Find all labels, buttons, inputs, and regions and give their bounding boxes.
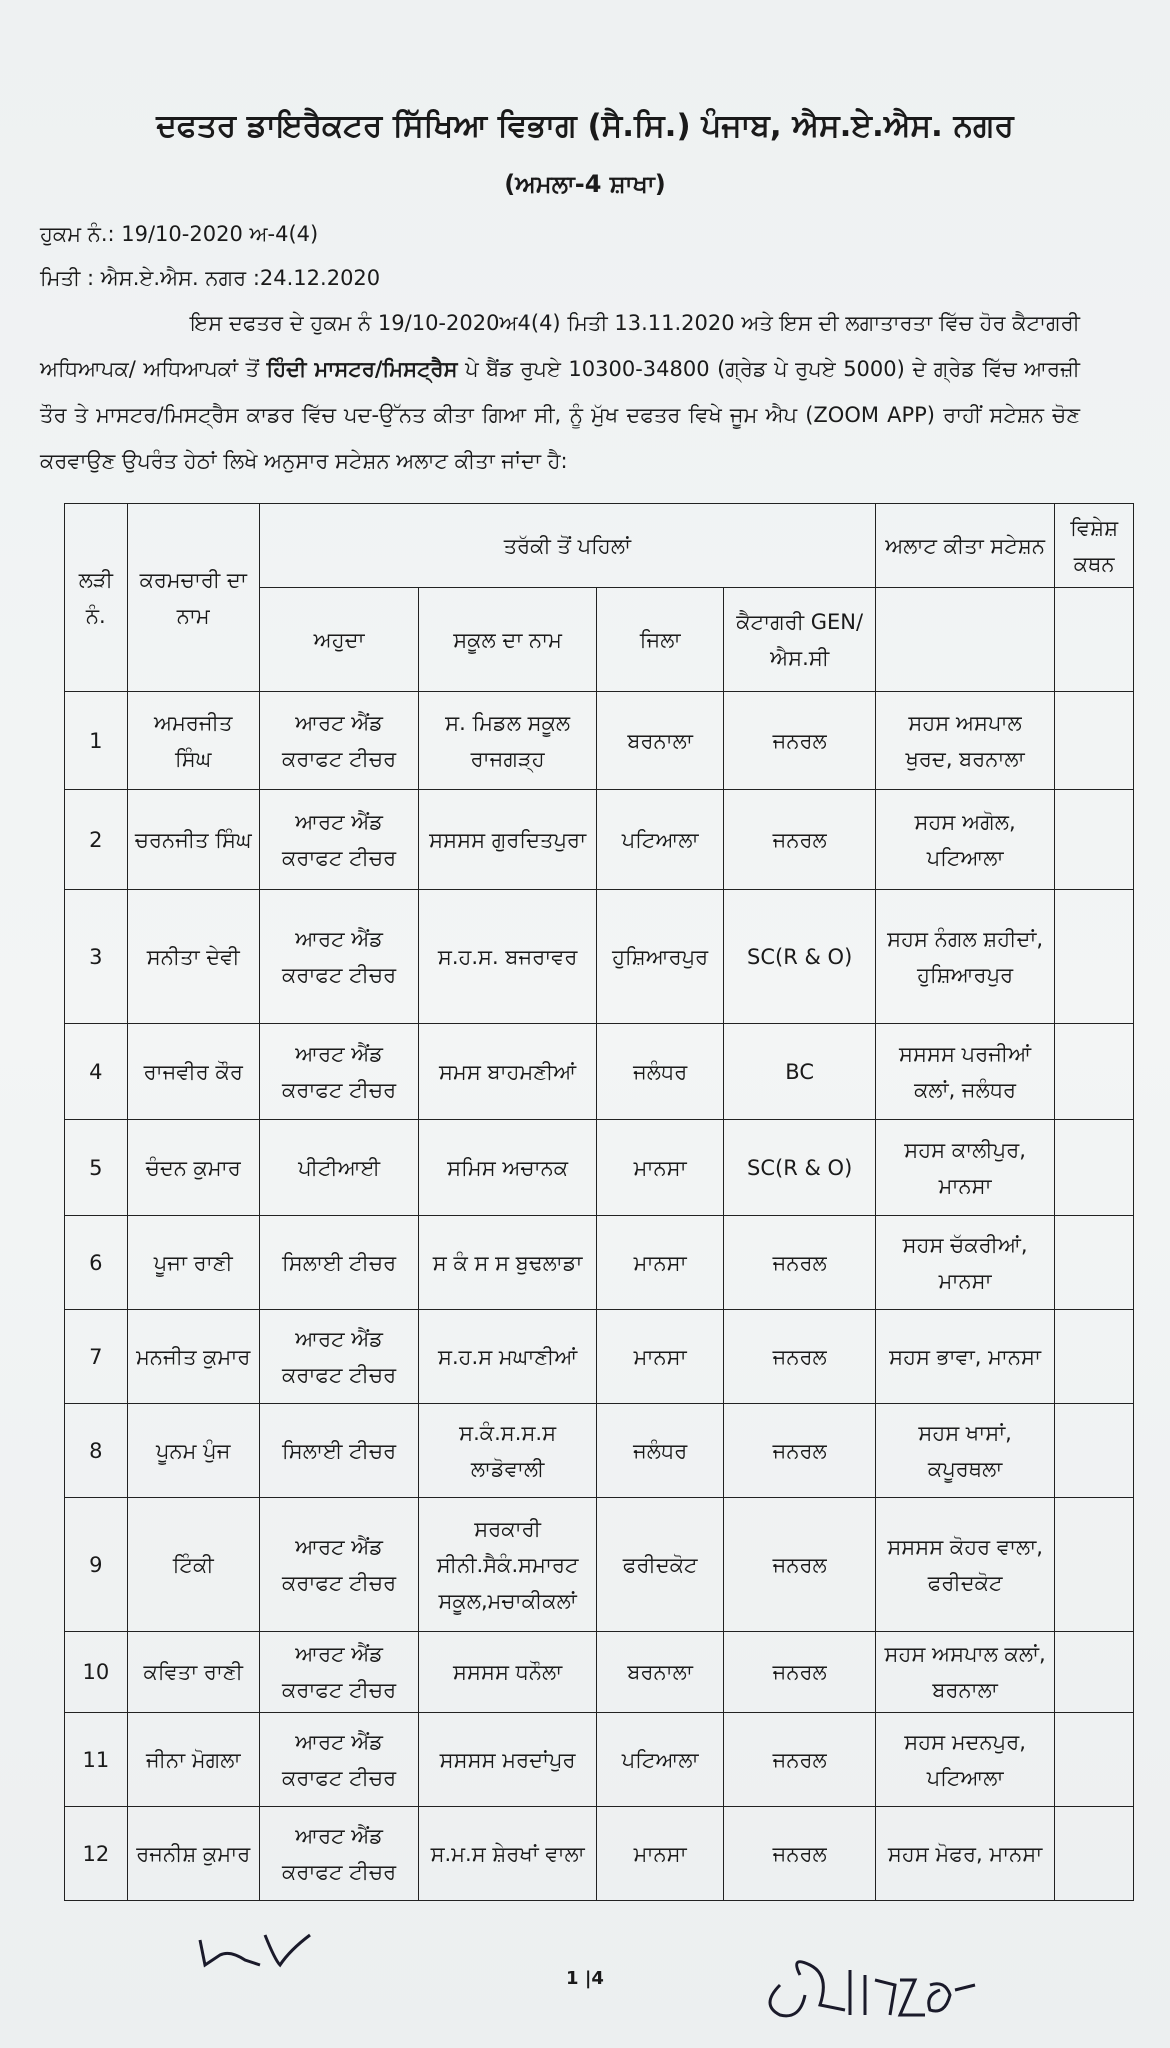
cell-name: ਟਿੰਕੀ	[127, 1498, 259, 1632]
cell-category: ਜਨਰਲ	[724, 1216, 875, 1310]
cell-remarks	[1055, 890, 1134, 1024]
cell-station: ਸਹਸ ਚੱਕਰੀਆਂ, ਮਾਨਸਾ	[875, 1216, 1054, 1310]
cell-remarks	[1055, 1120, 1134, 1216]
order-date: ਮਿਤੀ : ਐਸ.ਏ.ਐਸ. ਨਗਰ :24.12.2020	[40, 266, 381, 290]
table-row	[65, 1404, 1134, 1498]
table-row	[65, 1120, 1134, 1216]
cell-station: ਸਹਸ ਨੰਗਲ ਸ਼ਹੀਦਾਂ, ਹੁਸ਼ਿਆਰਪੁਰ	[875, 890, 1054, 1024]
cell-category: ਜਨਰਲ	[724, 1713, 875, 1807]
table-row	[65, 790, 1134, 890]
cell-sn: 8	[65, 1404, 128, 1498]
col-header-category: ਕੈਟਾਗਰੀ GEN/ਐਸ.ਸੀ	[724, 588, 875, 692]
signature-mark-right	[750, 1945, 990, 2025]
table-row	[65, 890, 1134, 1024]
cell-desig: ਆਰਟ ਐਂਡ ਕਰਾਫਟ ਟੀਚਰ	[259, 890, 419, 1024]
table-row	[65, 692, 1134, 790]
cell-name: ਚਰਨਜੀਤ ਸਿੰਘ	[127, 790, 259, 890]
cell-sn: 12	[65, 1807, 128, 1901]
page-number: 1 |4	[566, 1968, 604, 1989]
cell-district: ਪਟਿਆਲਾ	[596, 790, 724, 890]
cell-remarks	[1055, 1310, 1134, 1404]
table-header-row	[65, 504, 1134, 588]
cell-category: ਜਨਰਲ	[724, 790, 875, 890]
cell-sn: 4	[65, 1024, 128, 1120]
col-header-school: ਸਕੂਲ ਦਾ ਨਾਮ	[419, 588, 596, 692]
table-row	[65, 1807, 1134, 1901]
cell-name: ਸਨੀਤਾ ਦੇਵੀ	[127, 890, 259, 1024]
para-text-2: ਪੇ ਬੈਂਡ ਰੁਪਏ 10300-34800 (ਗ੍ਰੇਡ ਪੇ ਰੁਪਏ 5000) ਦੇ ਗ੍ਰੇਡ ਵਿੱਚ ਆਰਜ਼ੀ ਤੌਰ ਤੇ ਮਾਸਟਰ/ਮਿਸਟ੍ਰੈਸ ਕਾਡਰ ਵਿੱਚ ਪਦ-ਉੱਨਤ ਕੀਤਾ ਗਿਆ ਸੀ, ਨੂੰ ਮੁੱਖ ਦਫਤਰ ਵਿਖੇ ਜੂਮ ਐਪ (ZOOM APP) ਰਾਹੀਂ ਸਟੇਸ਼ਨ ਚੋਣ ਕਰਵਾਉਣ ਉਪਰੰਤ ਹੇਠਾਂ ਲਿਖੇ ਅਨੁਸਾਰ ਸਟੇਸ਼ਨ ਅਲਾਟ ਕੀਤਾ ਜਾਂਦਾ ਹੈ:	[40, 357, 1080, 473]
col-header-remarks-blank	[1055, 588, 1134, 692]
cell-desig: ਆਰਟ ਐਂਡ ਕਰਾਫਟ ਟੀਚਰ	[259, 1713, 419, 1807]
cell-sn: 2	[65, 790, 128, 890]
cell-desig: ਆਰਟ ਐਂਡ ਕਰਾਫਟ ਟੀਚਰ	[259, 1807, 419, 1901]
cell-name: ਮਨਜੀਤ ਕੁਮਾਰ	[127, 1310, 259, 1404]
table-row	[65, 1216, 1134, 1310]
cell-name: ਪੂਜਾ ਰਾਣੀ	[127, 1216, 259, 1310]
cell-desig: ਆਰਟ ਐਂਡ ਕਰਾਫਟ ਟੀਚਰ	[259, 1024, 419, 1120]
table-row	[65, 1632, 1134, 1713]
cell-school: ਸਮਸ ਬਾਹਮਣੀਆਂ	[419, 1024, 596, 1120]
cell-remarks	[1055, 1498, 1134, 1632]
cell-remarks	[1055, 1632, 1134, 1713]
cell-district: ਹੁਸ਼ਿਆਰਪੁਰ	[596, 890, 724, 1024]
cell-school: ਸਸਸਸ ਧਨੌਲਾ	[419, 1632, 596, 1713]
cell-district: ਪਟਿਆਲਾ	[596, 1713, 724, 1807]
cell-name: ਚੰਦਨ ਕੁਮਾਰ	[127, 1120, 259, 1216]
cell-remarks	[1055, 1216, 1134, 1310]
body-paragraph	[40, 300, 1080, 484]
col-header-serial: ਲੜੀ ਨੰ.	[65, 504, 128, 692]
col-header-designation: ਅਹੁਦਾ	[259, 588, 419, 692]
cell-remarks	[1055, 790, 1134, 890]
cell-station: ਸਸਸਸ ਕੋਹਰ ਵਾਲਾ, ਫਰੀਦਕੋਟ	[875, 1498, 1054, 1632]
document-subtitle: (ਅਮਲਾ-4 ਸ਼ਾਖਾ)	[504, 170, 666, 198]
cell-category: ਜਨਰਲ	[724, 1404, 875, 1498]
cell-district: ਮਾਨਸਾ	[596, 1310, 724, 1404]
col-header-station-blank	[875, 588, 1054, 692]
cell-remarks	[1055, 1807, 1134, 1901]
col-header-before-promotion: ਤਰੱਕੀ ਤੋਂ ਪਹਿਲਾਂ	[259, 504, 875, 588]
cell-name: ਪੂਨਮ ਪੁੰਜ	[127, 1404, 259, 1498]
cell-sn: 7	[65, 1310, 128, 1404]
cell-name: ਅਮਰਜੀਤ ਸਿੰਘ	[127, 692, 259, 790]
table-row	[65, 1713, 1134, 1807]
cell-category: ਜਨਰਲ	[724, 1632, 875, 1713]
cell-desig: ਆਰਟ ਐਂਡ ਕਰਾਫਟ ਟੀਚਰ	[259, 1498, 419, 1632]
cell-name: ਜੀਨਾ ਮੋਗਲਾ	[127, 1713, 259, 1807]
table-row	[65, 1310, 1134, 1404]
cell-remarks	[1055, 692, 1134, 790]
cell-remarks	[1055, 1404, 1134, 1498]
cell-desig: ਆਰਟ ਐਂਡ ਕਰਾਫਟ ਟੀਚਰ	[259, 1632, 419, 1713]
cell-station: ਸਹਸ ਮੋਫਰ, ਮਾਨਸਾ	[875, 1807, 1054, 1901]
cell-sn: 11	[65, 1713, 128, 1807]
para-text-1: ਇਸ ਦਫਤਰ ਦੇ ਹੁਕਮ ਨੰ 19/10-2020ਅ4(4) ਮਿਤੀ 13.11.2020 ਅਤੇ ਇਸ ਦੀ ਲਗਾਤਾਰਤਾ ਵਿੱਚ ਹੋਰ ਕੈਟਾਗਰੀ ਅਧਿਆਪਕ/ ਅਧਿਆਪਕਾਂ ਤੋਂ	[40, 311, 1080, 381]
cell-category: ਜਨਰਲ	[724, 1310, 875, 1404]
cell-school: ਸਸਸਸ ਗੁਰਦਿਤਪੁਰਾ	[419, 790, 596, 890]
cell-desig: ਆਰਟ ਐਂਡ ਕਰਾਫਟ ਟੀਚਰ	[259, 1310, 419, 1404]
col-header-name: ਕਰਮਚਾਰੀ ਦਾ ਨਾਮ	[127, 504, 259, 692]
table-row	[65, 1498, 1134, 1632]
cell-sn: 9	[65, 1498, 128, 1632]
cell-district: ਮਾਨਸਾ	[596, 1120, 724, 1216]
cell-category: SC(R & O)	[724, 1120, 875, 1216]
cell-district: ਜਲੰਧਰ	[596, 1024, 724, 1120]
cell-station: ਸਹਸ ਅਗੋਲ, ਪਟਿਆਲਾ	[875, 790, 1054, 890]
cell-name: ਕਵਿਤਾ ਰਾਣੀ	[127, 1632, 259, 1713]
cell-school: ਸ.ਕੰ.ਸ.ਸ.ਸ ਲਾਡੋਵਾਲੀ	[419, 1404, 596, 1498]
cell-district: ਬਰਨਾਲਾ	[596, 692, 724, 790]
cell-station: ਸਹਸ ਭਾਵਾ, ਮਾਨਸਾ	[875, 1310, 1054, 1404]
cell-school: ਸ. ਮਿਡਲ ਸਕੂਲ ਰਾਜਗੜ੍ਹ	[419, 692, 596, 790]
cell-category: ਜਨਰਲ	[724, 1498, 875, 1632]
cell-sn: 3	[65, 890, 128, 1024]
cell-school: ਸ.ਹ.ਸ. ਬਜਰਾਵਰ	[419, 890, 596, 1024]
cell-station: ਸਹਸ ਅਸਪਾਲ ਖੁਰਦ, ਬਰਨਾਲਾ	[875, 692, 1054, 790]
cell-district: ਬਰਨਾਲਾ	[596, 1632, 724, 1713]
cell-district: ਮਾਨਸਾ	[596, 1216, 724, 1310]
cell-sn: 1	[65, 692, 128, 790]
cell-category: SC(R & O)	[724, 890, 875, 1024]
cell-category: BC	[724, 1024, 875, 1120]
cell-desig: ਪੀਟੀਆਈ	[259, 1120, 419, 1216]
cell-school: ਸਮਿਸ ਅਚਾਨਕ	[419, 1120, 596, 1216]
cell-remarks	[1055, 1024, 1134, 1120]
cell-desig: ਸਿਲਾਈ ਟੀਚਰ	[259, 1404, 419, 1498]
cell-desig: ਆਰਟ ਐਂਡ ਕਰਾਫਟ ਟੀਚਰ	[259, 790, 419, 890]
table-body	[65, 692, 1134, 1901]
cell-district: ਮਾਨਸਾ	[596, 1807, 724, 1901]
cell-school: ਸਸਸਸ ਮਰਦਾਂਪੁਰ	[419, 1713, 596, 1807]
cell-category: ਜਨਰਲ	[724, 692, 875, 790]
cell-station: ਸਸਸਸ ਪਰਜੀਆਂ ਕਲਾਂ, ਜਲੰਧਰ	[875, 1024, 1054, 1120]
station-allotment-table	[64, 503, 1134, 1901]
cell-district: ਜਲੰਧਰ	[596, 1404, 724, 1498]
cell-name: ਰਾਜਵੀਰ ਕੌਰ	[127, 1024, 259, 1120]
cell-school: ਸਰਕਾਰੀ ਸੀਨੀ.ਸੈਕੰ.ਸਮਾਰਟ ਸਕੂਲ,ਮਚਾਕੀਕਲਾਂ	[419, 1498, 596, 1632]
cell-station: ਸਹਸ ਅਸਪਾਲ ਕਲਾਂ, ਬਰਨਾਲਾ	[875, 1632, 1054, 1713]
cell-desig: ਆਰਟ ਐਂਡ ਕਰਾਫਟ ਟੀਚਰ	[259, 692, 419, 790]
cell-category: ਜਨਰਲ	[724, 1807, 875, 1901]
document-title: ਦਫਤਰ ਡਾਇਰੈਕਟਰ ਸਿੱਖਿਆ ਵਿਭਾਗ (ਸੈ.ਸਿ.) ਪੰਜਾਬ, ਐਸ.ਏ.ਐਸ. ਨਗਰ	[156, 108, 1014, 144]
cell-sn: 10	[65, 1632, 128, 1713]
order-number: ਹੁਕਮ ਨੰ.: 19/10-2020 ਅ-4(4)	[40, 222, 319, 246]
cell-district: ਫਰੀਦਕੋਟ	[596, 1498, 724, 1632]
col-header-district: ਜਿਲਾ	[596, 588, 724, 692]
col-header-station: ਅਲਾਟ ਕੀਤਾ ਸਟੇਸ਼ਨ	[875, 504, 1054, 588]
cell-school: ਸ.ਮ.ਸ ਸ਼ੇਰਖਾਂ ਵਾਲਾ	[419, 1807, 596, 1901]
cell-sn: 5	[65, 1120, 128, 1216]
cell-name: ਰਜਨੀਸ਼ ਕੁਮਾਰ	[127, 1807, 259, 1901]
col-header-remarks: ਵਿਸ਼ੇਸ਼ ਕਥਨ	[1055, 504, 1134, 588]
para-bold-text: ਹਿੰਦੀ ਮਾਸਟਰ/ਮਿਸਟ੍ਰੈਸ	[266, 357, 458, 381]
cell-station: ਸਹਸ ਕਾਲੀਪੁਰ, ਮਾਨਸਾ	[875, 1120, 1054, 1216]
cell-station: ਸਹਸ ਮਦਨਪੁਰ, ਪਟਿਆਲਾ	[875, 1713, 1054, 1807]
cell-desig: ਸਿਲਾਈ ਟੀਚਰ	[259, 1216, 419, 1310]
cell-remarks	[1055, 1713, 1134, 1807]
cell-school: ਸ.ਹ.ਸ ਮਘਾਣੀਆਂ	[419, 1310, 596, 1404]
cell-school: ਸ ਕੰ ਸ ਸ ਬੁਢਲਾਡਾ	[419, 1216, 596, 1310]
cell-sn: 6	[65, 1216, 128, 1310]
cell-station: ਸਹਸ ਖਾਸਾਂ, ਕਪੂਰਥਲਾ	[875, 1404, 1054, 1498]
table-row	[65, 1024, 1134, 1120]
